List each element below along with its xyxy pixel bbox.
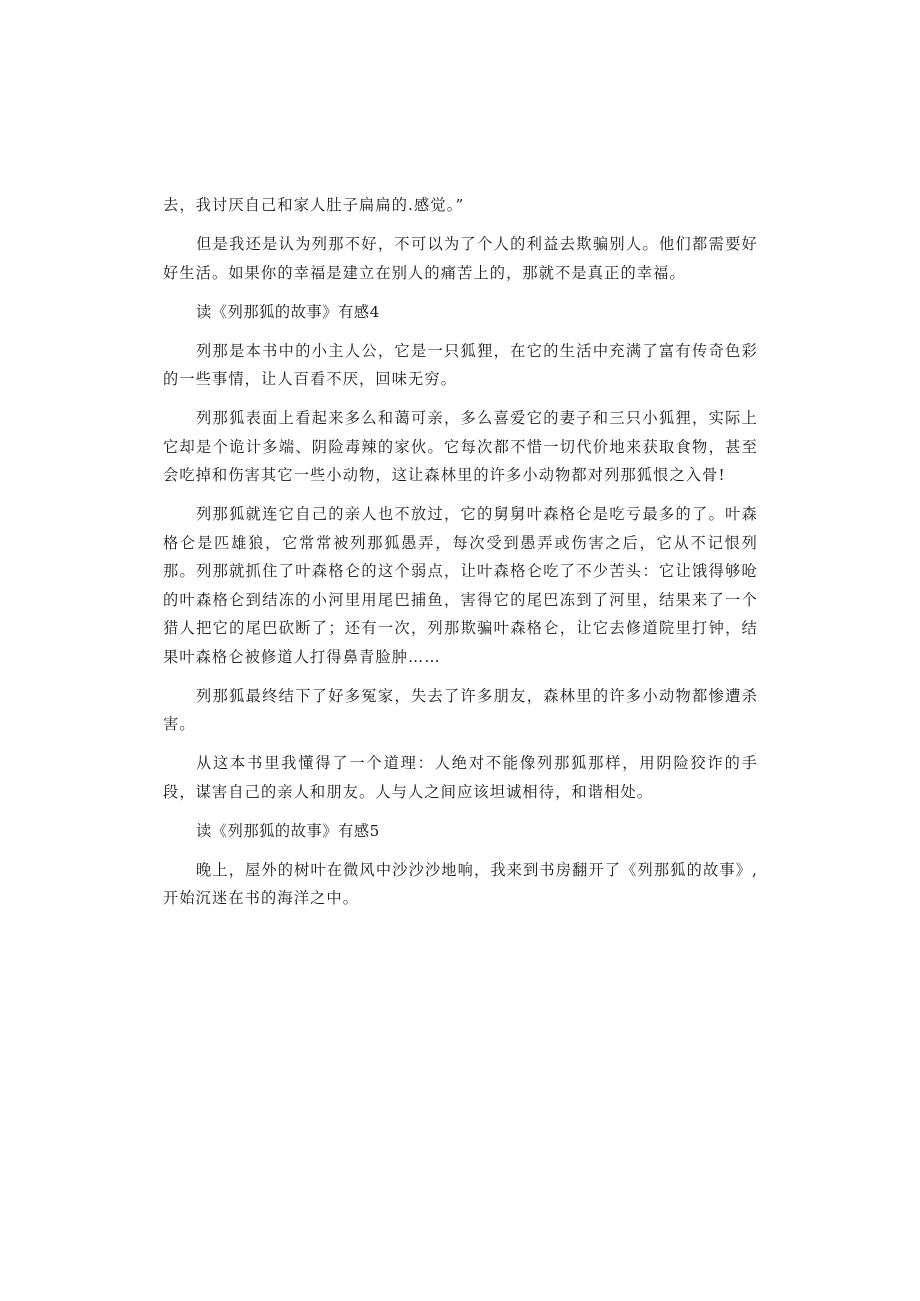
paragraph-4-2: 列那狐表面上看起来多么和蔼可亲，多么喜爱它的妻子和三只小狐狸，实际上它却是个诡计多端、阴险毒辣的家伙。它每次都不惜一切代价地来获取食物，甚至会吃掉和伤害其它一些小动物，这让森林里的许多小动物都对列那狐恨之入骨! — [163, 409, 758, 484]
paragraph-opinion: 但是我还是认为列那不好，不可以为了个人的利益去欺骗别人。他们都需要好好生活。如果你的幸福是建立在别人的痛苦上的，那就不是真正的幸福。 — [163, 235, 758, 282]
paragraph-5-1: 晚上，屋外的树叶在微风中沙沙沙地响，我来到书房翻开了《列那狐的故事》,开始沉迷在书的海洋之中。 — [163, 860, 758, 907]
paragraph-intro-tail: 去，我讨厌自己和家人肚子扁扁的.感觉。” — [163, 196, 465, 214]
section-heading-5: 读《列那狐的故事》有感5 — [196, 821, 380, 840]
paragraph-4-1: 列那是本书中的小主人公，它是一只狐狸，在它的生活中充满了富有传奇色彩的一些事情，让人百看不厌，回味无穷。 — [163, 341, 758, 388]
paragraph-4-5: 从这本书里我懂得了一个道理：人绝对不能像列那狐那样，用阴险狡诈的手段，谋害自己的亲人和朋友。人与人之间应该坦诚相待，和谐相处。 — [163, 754, 758, 801]
document-body — [163, 191, 758, 913]
paragraph-4-3: 列那狐就连它自己的亲人也不放过，它的舅舅叶森格仑是吃亏最多的了。叶森格仑是匹雄狼，它常常被列那狐愚弄，每次受到愚弄或伤害之后，它从不记恨列那。列那就抓住了叶森格仑的这个弱点，让叶森格仑吃了不少苦头：它让饿得够呛的叶森格仑到结冻的小河里用尾巴捕鱼，害得它的尾巴冻到了河里，结果来了一个猎人把它的尾巴砍断了；还有一次，列那欺骗叶森格仑，让它去修道院里打钟，结果叶森格仑被修道人打得鼻青脸肿…… — [163, 505, 758, 666]
section-heading-4: 读《列那狐的故事》有感4 — [196, 302, 380, 321]
paragraph-4-4: 列那狐最终结下了好多冤家，失去了许多朋友，森林里的许多小动物都惨遭杀害。 — [163, 686, 758, 733]
